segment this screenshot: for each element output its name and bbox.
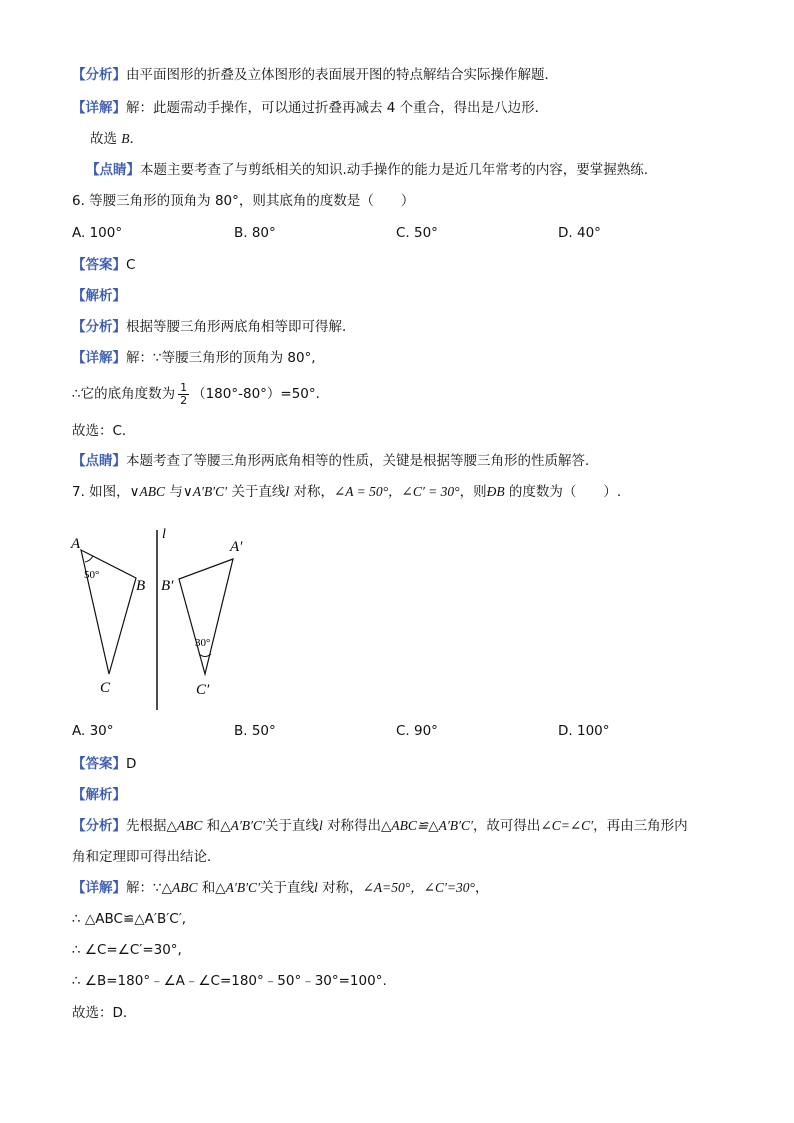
stem-triangle-abc: ∨ABC [129, 484, 166, 499]
fraction-denominator: 2 [180, 393, 188, 407]
q7-jiexi-tag [72, 786, 126, 804]
fraction-numerator: 1 [180, 380, 188, 394]
q6-answer-line [72, 256, 135, 274]
detail-tag: 【详解】 [72, 100, 126, 116]
analysis-part: 先根据 [126, 818, 167, 834]
detail-tag: 【详解】 [72, 880, 126, 896]
detail-text: 解：此题需动手操作，可以通过折叠再减去 4 个重合，得出是八边形． [126, 100, 549, 116]
label-b: B [136, 578, 146, 594]
analysis-part: 和 [202, 818, 221, 834]
q6-stem: 6. 等腰三角形的顶角为 80°，则其底角的度数是（ ） [72, 193, 415, 209]
stem-part: 对称， [289, 484, 334, 500]
detail-text: 解：∵等腰三角形的顶角为 80°, [126, 350, 316, 366]
q7-step1: ∴ △ABC≌△A′B′C′, [72, 911, 187, 927]
answer-tag: 【答案】 [72, 756, 126, 772]
q7-step2: ∴ ∠C=∠C′=30°, [72, 942, 182, 958]
answer-tag: 【答案】 [72, 257, 126, 273]
analysis-part: 对称得出 [322, 818, 381, 834]
analysis-tag: 【分析】 [72, 67, 126, 83]
analysis-part: ，再由三角形内 [593, 818, 688, 834]
q6-step1 [72, 380, 320, 408]
analysis-text: 由平面图形的折叠及立体图形的表面展开图的特点解结合实际操作解题． [126, 67, 558, 83]
comment-tag: 【点睛】 [86, 162, 140, 178]
q7-analysis-line-1 [72, 817, 688, 835]
step1-prefix: ∴它的底角度数为 [72, 386, 176, 402]
prev-analysis-line [72, 66, 558, 84]
stem-triangle-a2b2c2: ∨A′B′C′ [182, 484, 228, 499]
analysis-part: l [318, 818, 323, 833]
symmetry-figure [66, 522, 266, 712]
analysis-tag: 【分析】 [72, 319, 126, 335]
q7-detail-line [72, 879, 488, 897]
prev-choose-line [90, 130, 143, 148]
analysis-text: 根据等腰三角形两底角相等即可得解． [126, 319, 356, 335]
detail-part: △ABC [161, 880, 198, 895]
detail-part: 对称， [317, 880, 363, 896]
q7-step3: ∴ ∠B=180°﹣∠A﹣∠C=180°﹣50°﹣30°=100°. [72, 973, 387, 989]
q6-comment-line [72, 452, 599, 470]
stem-part: 关于直线 [227, 484, 286, 500]
label-l: l [162, 527, 166, 542]
step1-suffix: （180°-80°）=50°. [192, 386, 320, 402]
jiexi-tag: 【解析】 [72, 787, 126, 803]
q6-option-a: A. 100° [72, 225, 123, 241]
angle-a-label: 50° [84, 569, 100, 581]
analysis-part: △A′B′C′ [220, 818, 265, 833]
label-c2: C′ [196, 682, 210, 698]
angle-a-arc [85, 556, 93, 562]
choose-prefix: 故选 [90, 131, 122, 147]
angle-c2-label: 30° [195, 637, 211, 649]
comment-text: 本题主要考查了与剪纸相关的知识.动手操作的能力是近几年常考的内容，要掌握熟练. [140, 162, 649, 178]
analysis-part: ∠C=∠C′ [540, 818, 594, 833]
label-b2: B′ [161, 578, 174, 594]
label-a2: A′ [230, 539, 243, 555]
detail-tag: 【详解】 [72, 350, 126, 366]
detail-part: △A′B′C′ [215, 880, 261, 895]
comment-tag: 【点睛】 [72, 453, 126, 469]
q6-choose: 故选：C． [72, 423, 136, 439]
answer-value: C [126, 257, 136, 273]
analysis-tag: 【分析】 [72, 818, 126, 834]
stem-part: ，则 [459, 484, 487, 500]
detail-part: ∠A=50°，∠C′=30° [362, 880, 475, 895]
jiexi-tag: 【解析】 [72, 288, 126, 304]
q7-option-c: C. 90° [396, 723, 438, 739]
detail-part: l [314, 880, 318, 895]
q7-analysis-line-2: 角和定理即可得出结论． [72, 849, 221, 865]
stem-line-l: l [285, 484, 290, 499]
choose-suffix: ． [129, 131, 144, 147]
detail-part: ， [474, 880, 489, 896]
analysis-part: 关于直线 [264, 818, 319, 834]
stem-part: 与 [165, 484, 183, 500]
q7-choose: 故选：D． [72, 1005, 137, 1021]
analysis-part: △ABC≌△A′B′C′ [381, 818, 473, 833]
detail-part: 解：∵ [126, 880, 162, 896]
comment-text: 本题考查了等腰三角形两底角相等的性质，关键是根据等腰三角形的性质解答． [126, 453, 599, 469]
detail-part: 和 [197, 880, 216, 896]
label-a: A [71, 536, 81, 552]
q6-option-b: B. 80° [234, 225, 276, 241]
q7-option-d: D. 100° [558, 723, 610, 739]
prev-comment-line [86, 161, 648, 179]
q7-answer-line [72, 755, 136, 773]
q7-option-b: B. 50° [234, 723, 276, 739]
fraction [178, 382, 189, 407]
stem-angles: ∠A = 50°，∠C′ = 30° [333, 484, 460, 499]
stem-angle-b: ÐB [486, 484, 505, 499]
stem-part: 7. 如图， [72, 484, 130, 500]
q6-analysis-line [72, 318, 356, 336]
q6-option-c: C. 50° [396, 225, 438, 241]
analysis-part: ，故可得出 [472, 818, 541, 834]
q6-option-d: D. 40° [558, 225, 601, 241]
label-c: C [100, 680, 111, 696]
detail-part: 关于直线 [260, 880, 315, 896]
q6-detail-line [72, 349, 316, 367]
analysis-part: △ABC [166, 818, 203, 833]
answer-value: D [126, 756, 137, 772]
prev-detail-line [72, 99, 548, 117]
q7-stem [72, 483, 621, 501]
stem-part: 的度数为（ ）. [504, 484, 622, 500]
choose-letter: B [121, 131, 130, 146]
q7-option-a: A. 30° [72, 723, 114, 739]
q6-jiexi-tag [72, 287, 126, 305]
